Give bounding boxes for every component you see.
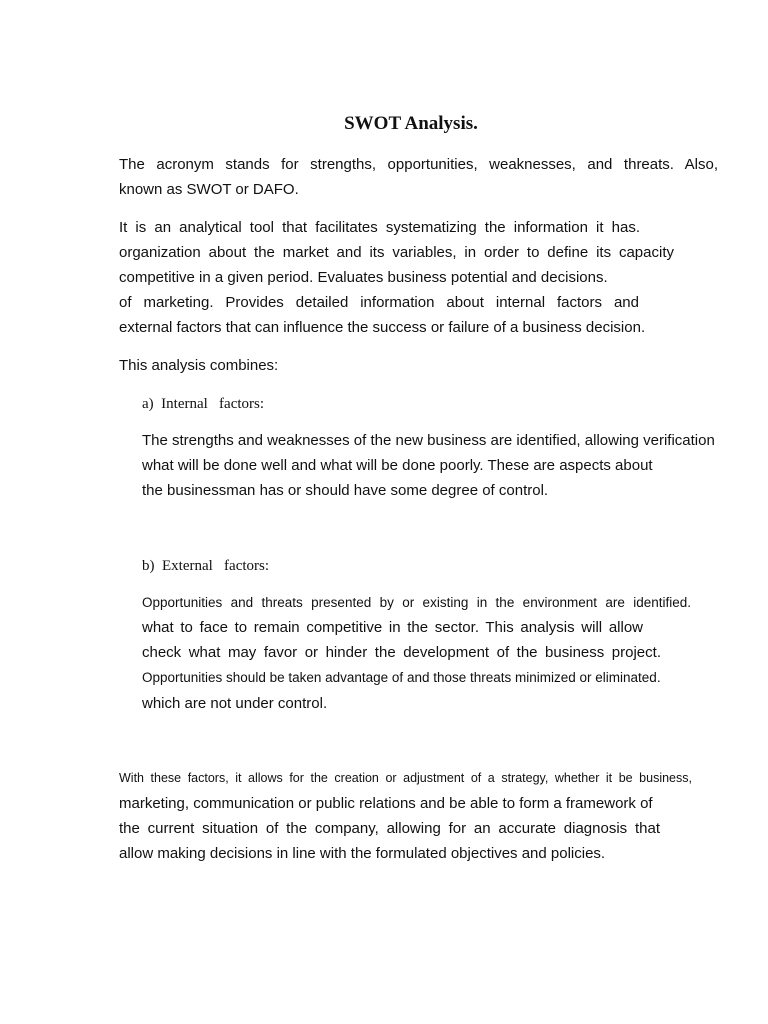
page-title: SWOT Analysis. [344, 113, 478, 134]
external-line-4: Opportunities should be taken advantage of and those threats minimized or eliminated. [142, 670, 661, 685]
internal-line-2: what will be done well and what will be done poorly. These are aspects about [142, 457, 653, 474]
tool-line-2: organization about the market and its variables, in order to define its capacity [119, 244, 674, 261]
intro-line-1: The acronym stands for strengths, opportunities, weaknesses, and threats. Also, [119, 156, 718, 173]
tool-line-5: external factors that can influence the success or failure of a business decision. [119, 319, 646, 336]
combines-line: This analysis combines: [119, 357, 279, 374]
external-line-5: which are not under control. [142, 695, 328, 712]
conclusion-line-2: marketing, communication or public relations and be able to form a framework of [119, 795, 653, 812]
external-line-2: what to face to remain competitive in the sector. This analysis will allow [142, 619, 643, 636]
conclusion-line-4: allow making decisions in line with the formulated objectives and policies. [119, 845, 606, 862]
internal-line-1: The strengths and weaknesses of the new business are identified, allowing verification [142, 432, 715, 449]
tool-line-1: It is an analytical tool that facilitates systematizing the information it has. [119, 219, 640, 236]
external-line-1: Opportunities and threats presented by or existing in the environment are identified. [142, 595, 691, 610]
external-line-3: check what may favor or hinder the development of the business project. [142, 644, 661, 661]
conclusion-line-3: the current situation of the company, allowing for an accurate diagnosis that [119, 820, 660, 837]
internal-factors-heading: a) Internal factors: [142, 396, 265, 412]
tool-line-4: of marketing. Provides detailed information about internal factors and [119, 294, 639, 311]
internal-line-3: the businessman has or should have some degree of control. [142, 482, 549, 499]
tool-line-3: competitive in a given period. Evaluates business potential and decisions. [119, 269, 608, 286]
conclusion-line-1: With these factors, it allows for the creation or adjustment of a strategy, whether it be business, [119, 771, 692, 785]
external-factors-heading: b) External factors: [142, 558, 270, 574]
intro-line-2: known as SWOT or DAFO. [119, 181, 299, 198]
